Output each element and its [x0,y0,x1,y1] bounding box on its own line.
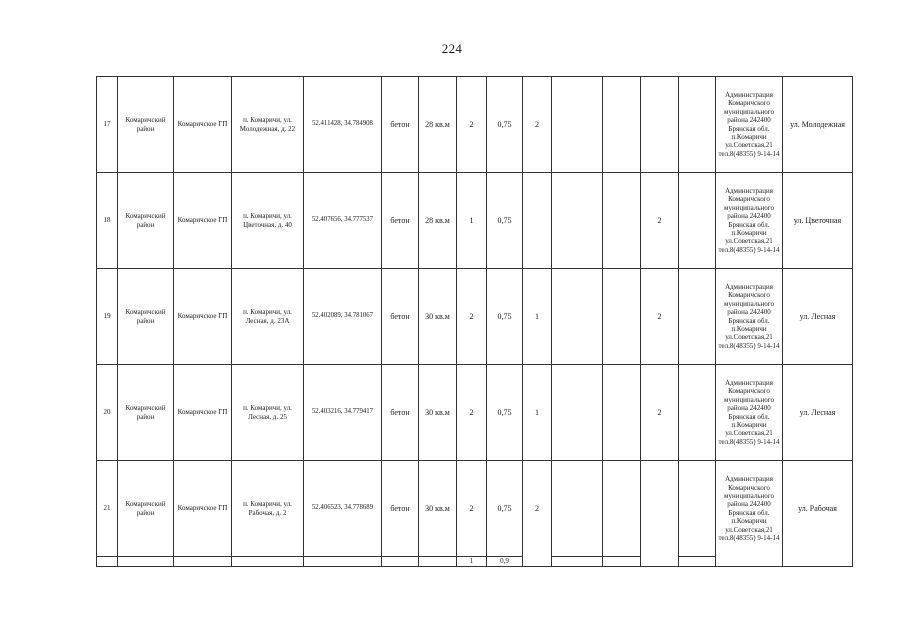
column-12-cell [603,77,641,173]
planned-count-cell [523,173,552,269]
tail-planned-count-cell [523,557,552,567]
area-cell: 30 кв.м [419,365,457,461]
surface-material-cell: бетон [382,365,419,461]
container-count-cell: 2 [457,77,487,173]
container-sites-table [96,76,853,567]
surface-material-cell: бетон [382,173,419,269]
container-volume-cell: 0,75 [487,77,523,173]
container-count-cell: 2 [457,365,487,461]
container-volume-cell: 0,75 [487,365,523,461]
container-count-cell: 1 [457,173,487,269]
column-13-cell [641,77,679,173]
tail-coordinates-cell [304,557,382,567]
settlement-cell: Комаричское ГП [174,173,232,269]
table-body [97,77,853,567]
tail-column-13-cell [641,557,679,567]
coordinates-cell: 52.406523, 34.778689 [304,461,382,557]
planned-count-cell: 1 [523,365,552,461]
column-14-cell [679,365,716,461]
planned-count-cell: 2 [523,461,552,557]
tail-address-cell [232,557,304,567]
coordinates-cell: 52.403216, 34.779417 [304,365,382,461]
district-cell: Комаричский район [118,173,174,269]
column-13-cell [641,461,679,557]
coordinates-cell: 52.402089, 34.781067 [304,269,382,365]
address-cell: п. Комаричи, ул. Рабочая, д. 2 [232,461,304,557]
planned-count-cell: 1 [523,269,552,365]
container-volume-cell: 0,75 [487,269,523,365]
column-13-cell: 2 [641,365,679,461]
container-volume-cell: 0,75 [487,461,523,557]
surface-material-cell: бетон [382,77,419,173]
column-14-cell [679,461,716,557]
column-11-cell [552,173,603,269]
row-number-cell: 18 [97,173,118,269]
table-row [97,77,853,173]
row-number-cell: 19 [97,269,118,365]
table-row [97,365,853,461]
district-cell: Комаричский район [118,77,174,173]
column-14-cell [679,269,716,365]
tail-container-volume-cell: 0,9 [487,557,523,567]
column-12-cell [603,461,641,557]
surface-material-cell: бетон [382,461,419,557]
coordinates-cell: 52.411428, 34.784908 [304,77,382,173]
owner-admin-cell: Администрация Комаричского муниципального района 242400 Брянская обл. п.Комаричи ул.Советская,21 тел.8(48355) 9-14-14 [716,461,783,557]
column-12-cell [603,173,641,269]
column-11-cell [552,269,603,365]
settlement-cell: Комаричское ГП [174,269,232,365]
container-count-cell: 2 [457,461,487,557]
settlement-cell: Комаричское ГП [174,461,232,557]
table-row [97,269,853,365]
column-14-cell [679,77,716,173]
column-12-cell [603,269,641,365]
owner-admin-cell: Администрация Комаричского муниципального района 242400 Брянская обл. п.Комаричи ул.Советская,21 тел.8(48355) 9-14-14 [716,173,783,269]
served-street-cell: ул. Молодежная [783,77,853,173]
served-street-cell: ул. Цветочная [783,173,853,269]
settlement-cell: Комаричское ГП [174,77,232,173]
table-row-tail [97,557,853,567]
area-cell: 28 кв.м [419,173,457,269]
column-12-cell [603,365,641,461]
column-14-cell [679,173,716,269]
column-11-cell [552,365,603,461]
owner-admin-cell: Администрация Комаричского муниципального района 242400 Брянская обл. п.Комаричи ул.Советская,21 тел.8(48355) 9-14-14 [716,77,783,173]
address-cell: п. Комаричи, ул. Лесная, д. 23А [232,269,304,365]
tail-column-11-cell [552,557,603,567]
area-cell: 28 кв.м [419,77,457,173]
tail-owner-admin-cell [716,557,783,567]
tail-row-number-cell [97,557,118,567]
owner-admin-cell: Администрация Комаричского муниципального района 242400 Брянская обл. п.Комаричи ул.Советская,21 тел.8(48355) 9-14-14 [716,365,783,461]
settlement-cell: Комаричское ГП [174,365,232,461]
column-13-cell: 2 [641,173,679,269]
owner-admin-cell: Администрация Комаричского муниципального района 242400 Брянская обл. п.Комаричи ул.Советская,21 тел.8(48355) 9-14-14 [716,269,783,365]
served-street-cell: ул. Рабочая [783,461,853,557]
table-row [97,461,853,557]
tail-surface-material-cell [382,557,419,567]
surface-material-cell: бетон [382,269,419,365]
page-number: 224 [441,41,463,56]
area-cell: 30 кв.м [419,461,457,557]
district-cell: Комаричский район [118,269,174,365]
column-13-cell: 2 [641,269,679,365]
tail-settlement-cell [174,557,232,567]
coordinates-cell: 52.407656, 34.777537 [304,173,382,269]
tail-column-12-cell [603,557,641,567]
served-street-cell: ул. Лесная [783,365,853,461]
district-cell: Комаричский район [118,461,174,557]
container-volume-cell: 0,75 [487,173,523,269]
district-cell: Комаричский район [118,365,174,461]
column-11-cell [552,77,603,173]
tail-column-14-cell [679,557,716,567]
tail-area-cell [419,557,457,567]
tail-served-street-cell [783,557,853,567]
table-row [97,173,853,269]
row-number-cell: 21 [97,461,118,557]
planned-count-cell: 2 [523,77,552,173]
address-cell: п. Комаричи, ул. Цветочная, д. 40 [232,173,304,269]
served-street-cell: ул. Лесная [783,269,853,365]
address-cell: п. Комаричи, ул. Лесная, д. 25 [232,365,304,461]
area-cell: 30 кв.м [419,269,457,365]
tail-container-count-cell: 1 [457,557,487,567]
row-number-cell: 17 [97,77,118,173]
address-cell: п. Комаричи, ул. Молодежная, д. 22 [232,77,304,173]
column-11-cell [552,461,603,557]
tail-district-cell [118,557,174,567]
row-number-cell: 20 [97,365,118,461]
container-count-cell: 2 [457,269,487,365]
